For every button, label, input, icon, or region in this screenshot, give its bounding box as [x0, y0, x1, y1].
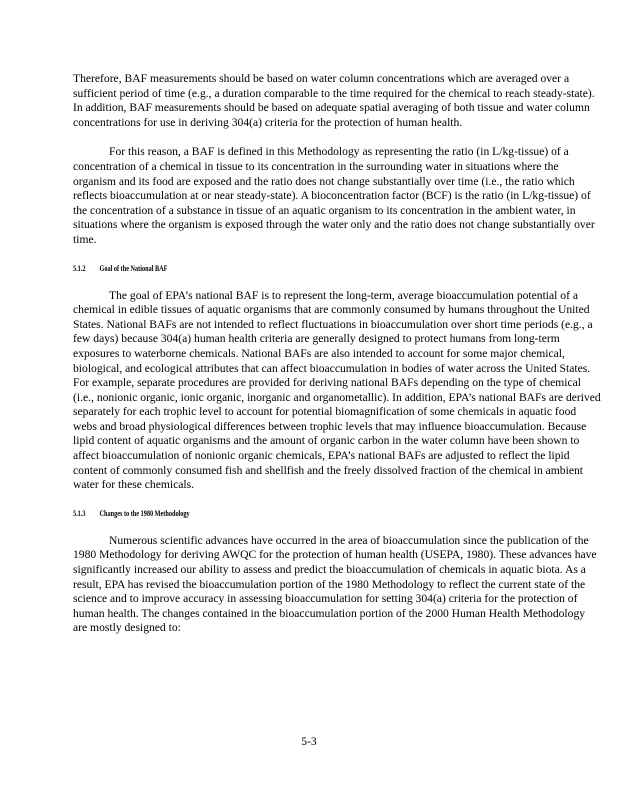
- paragraph-baf-definition: For this reason, a BAF is defined in this Methodology as representing the ratio (in L/kg-tissue) of a concentration of a chemical in tissue to its concentration in the surrounding water in situations where the organism and its food are exposed and the ratio does not change substantially over time (i.e., the ratio which reflects bioaccumulation at or near steady-state). A bioconcentration factor (BCF) is the ratio (in L/kg-tissue) of the concentration of a substance in tissue of an aquatic organism to its concentration in the ambient water, in situations where the organism is exposed through the water only and the ratio does not change substantially over time.: [73, 145, 595, 246]
- section-title: Goal of the National BAF: [99, 263, 168, 273]
- paragraph-national-baf-goal: The goal of EPA’s national BAF is to represent the long-term, average bioaccumulation potential of a chemical in edible tissues of aquatic organisms that are commonly consumed by humans throughout the United States. National BAFs are not intended to reflect fluctuations in bioaccumulation over short time periods (e.g., a few days) because 304(a) human health criteria are generally designed to protect humans from long-term exposures to waterborne chemicals. National BAFs are also intended to account for some major chemical, biological, and ecological attributes that can affect bioaccumulation in bodies of water across the United States. For example, separate procedures are provided for deriving national BAFs depending on the type of chemical (i.e., nonionic organic, ionic organic, inorganic and organometallic). In addition, EPA’s national BAFs are derived separately for each trophic level to account for potential biomagnification of some chemicals in aquatic food webs and broad physiological differences between trophic levels that may influence bioaccumulation. Because lipid content of aquatic organisms and the amount of organic carbon in the water column have been shown to affect bioaccumulation of nonionic organic chemicals, EPA’s national BAFs are adjusted to reflect the lipid content of commonly consumed fish and shellfish and the freely dissolved fraction of the chemical in ambient water for these chemicals.: [73, 288, 601, 492]
- text-column: [73, 72, 601, 636]
- section-heading-5-1-3: [73, 508, 485, 520]
- paragraph-1980-changes: Numerous scientific advances have occurred in the area of bioaccumulation since the publication of the 1980 Methodology for deriving AWQC for the protection of human health (USEPA, 1980). These advances have significantly increased our ability to assess and predict the bioaccumulation of chemicals in aquatic biota. As a result, EPA has revised the bioaccumulation portion of the 1980 Methodology to reflect the current state of the science and to improve accuracy in assessing bioaccumulation for setting 304(a) criteria for the protection of human health. The changes contained in the bioaccumulation portion of the 2000 Human Health Methodology are mostly designed to:: [73, 533, 597, 635]
- paragraph-baf-measurements: Therefore, BAF measurements should be based on water column concentrations which are averaged over a sufficient period of time (e.g., a duration comparable to the time required for the chemical to reach steady-state). In addition, BAF measurements should be based on adequate spatial averaging of both tissue and water column concentrations for use in deriving 304(a) criteria for the protection of human health.: [73, 72, 595, 129]
- section-heading-5-1-2: [73, 263, 485, 275]
- section-number: 5.1.3: [73, 508, 86, 518]
- section-number: 5.1.2: [73, 263, 86, 273]
- section-title: Changes to the 1980 Methodology: [99, 508, 190, 518]
- page-number: 5-3: [301, 735, 317, 748]
